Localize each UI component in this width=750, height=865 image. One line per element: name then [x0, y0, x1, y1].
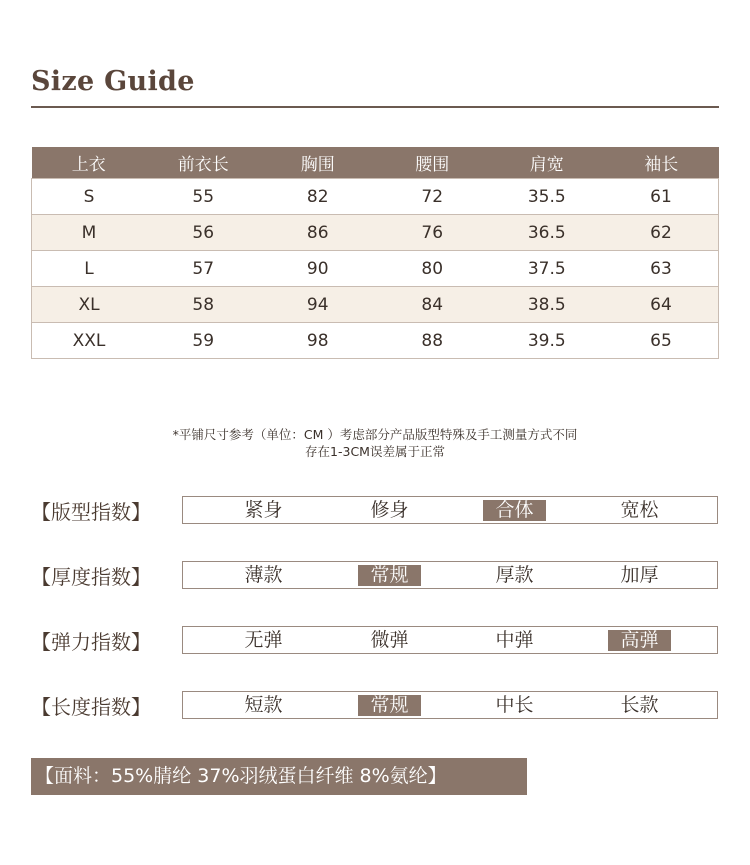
- table-row: [32, 287, 719, 323]
- table-cell: XXL: [32, 323, 147, 359]
- table-cell: 39.5: [490, 323, 605, 359]
- table-cell: 36.5: [490, 215, 605, 251]
- table-cell: 56: [146, 215, 261, 251]
- length-index-scale: [182, 691, 718, 719]
- measurement-note: *平铺尺寸参考（单位：CM ）考虑部分产品版型特殊及手工测量方式不同: [172, 427, 578, 442]
- table-cell: 72: [375, 179, 490, 215]
- table-cell: 62: [604, 215, 719, 251]
- table-cell: M: [32, 215, 147, 251]
- fabric-composition: 【面料：55%腈纶 37%羽绒蛋白纤维 8%氨纶】: [31, 758, 527, 795]
- table-cell: 38.5: [490, 287, 605, 323]
- table-cell: 59: [146, 323, 261, 359]
- table-cell: 86: [261, 215, 376, 251]
- table-cell: 90: [261, 251, 376, 287]
- thickness-index-label: 【厚度指数】: [31, 565, 151, 589]
- table-row: [32, 323, 719, 359]
- table-cell: 61: [604, 179, 719, 215]
- table-cell: 37.5: [490, 251, 605, 287]
- elasticity-index-scale: [182, 626, 718, 654]
- length-option: 常规: [358, 695, 421, 716]
- thickness-option: 常规: [358, 565, 421, 586]
- table-cell: 88: [375, 323, 490, 359]
- table-cell: 55: [146, 179, 261, 215]
- thickness-option: 薄款: [244, 564, 283, 586]
- fit-option: 合体: [483, 500, 546, 521]
- fit-option: 宽松: [620, 499, 659, 521]
- table-cell: 58: [146, 287, 261, 323]
- fit-index-scale: [182, 496, 718, 524]
- header-cell: 袖长: [604, 147, 719, 179]
- page-title: Size Guide: [31, 66, 195, 97]
- length-index-label: 【长度指数】: [31, 695, 151, 719]
- table-header-row: [32, 147, 719, 179]
- table-cell: L: [32, 251, 147, 287]
- header-cell: 胸围: [261, 147, 376, 179]
- table-cell: 94: [261, 287, 376, 323]
- thickness-option: 厚款: [495, 564, 534, 586]
- elasticity-option: 无弹: [244, 629, 283, 651]
- table-row: [32, 251, 719, 287]
- table-row: [32, 179, 719, 215]
- fit-index-label: 【版型指数】: [31, 500, 151, 524]
- length-option: 中长: [495, 694, 534, 716]
- table-cell: 82: [261, 179, 376, 215]
- table-cell: 98: [261, 323, 376, 359]
- header-cell: 上衣: [32, 147, 147, 179]
- title-divider: [31, 106, 719, 108]
- header-cell: 肩宽: [490, 147, 605, 179]
- table-cell: 80: [375, 251, 490, 287]
- thickness-option: 加厚: [620, 564, 659, 586]
- fit-option: 紧身: [244, 499, 283, 521]
- table-row: [32, 215, 719, 251]
- table-cell: 35.5: [490, 179, 605, 215]
- table-cell: 65: [604, 323, 719, 359]
- thickness-index-scale: [182, 561, 718, 589]
- measurement-note-tolerance: 存在1-3CM误差属于正常: [305, 444, 445, 459]
- table-cell: 84: [375, 287, 490, 323]
- table-cell: 64: [604, 287, 719, 323]
- header-cell: 腰围: [375, 147, 490, 179]
- table-cell: S: [32, 179, 147, 215]
- table-cell: 76: [375, 215, 490, 251]
- table-cell: 57: [146, 251, 261, 287]
- length-option: 短款: [244, 694, 283, 716]
- table-cell: XL: [32, 287, 147, 323]
- table-cell: 63: [604, 251, 719, 287]
- elasticity-index-label: 【弹力指数】: [31, 630, 151, 654]
- fit-option: 修身: [370, 499, 409, 521]
- header-cell: 前衣长: [146, 147, 261, 179]
- length-option: 长款: [620, 694, 659, 716]
- elasticity-option: 微弹: [370, 629, 409, 651]
- elasticity-option: 中弹: [495, 629, 534, 651]
- size-table: [31, 147, 719, 359]
- elasticity-option: 高弹: [608, 630, 671, 651]
